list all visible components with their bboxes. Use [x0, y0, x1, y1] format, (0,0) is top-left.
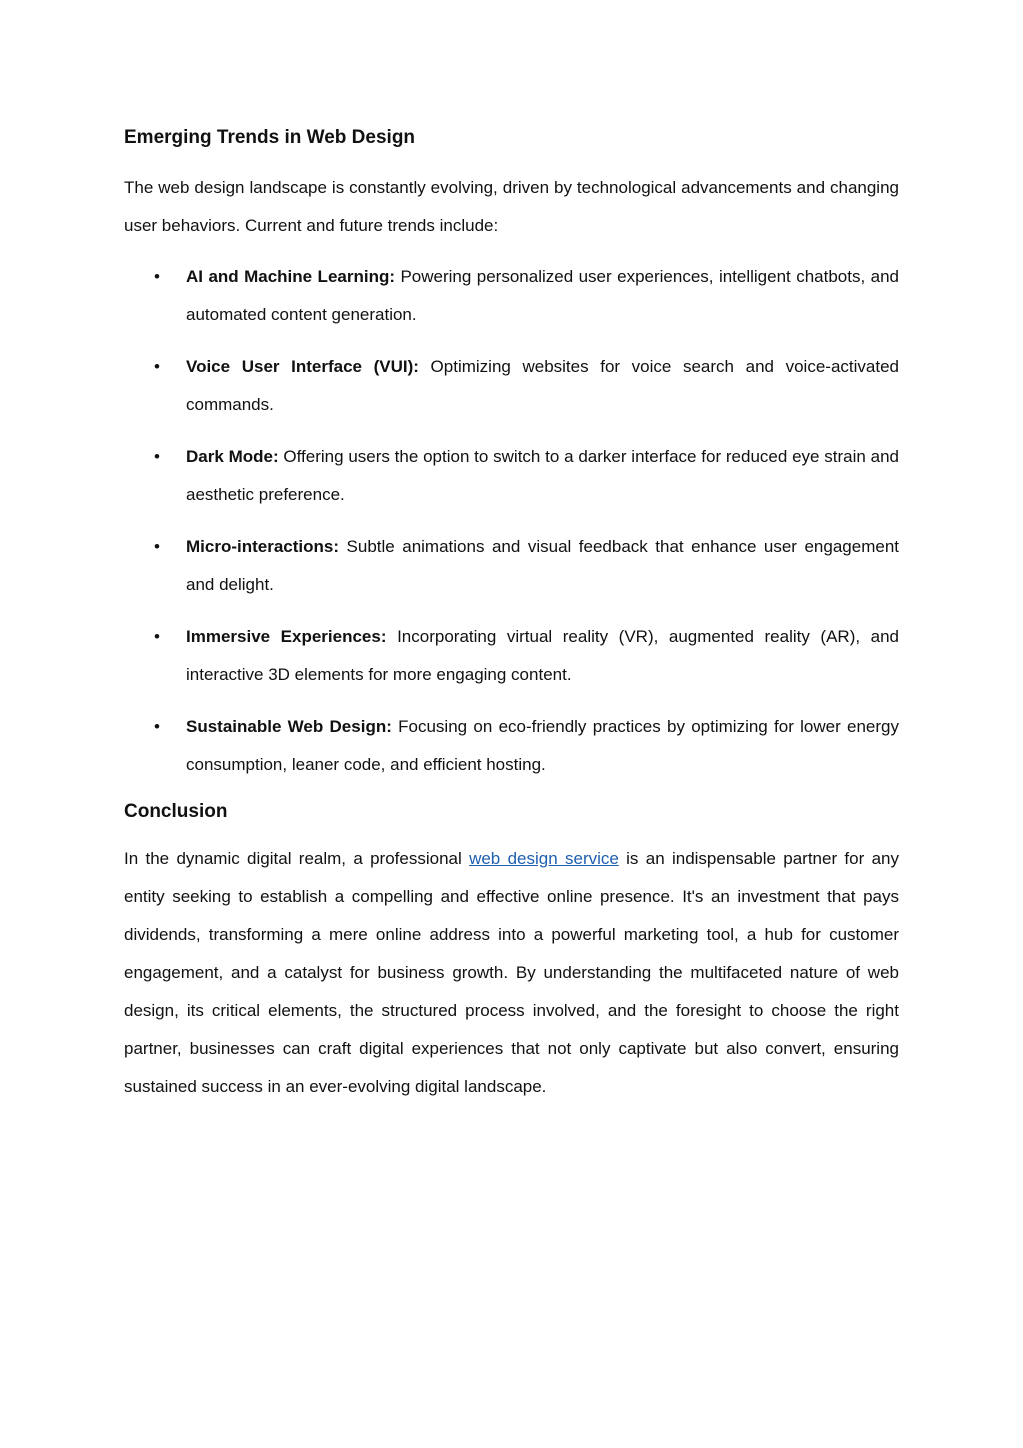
trends-list — [124, 258, 899, 784]
list-item-term: Dark Mode: — [186, 447, 279, 466]
bullet-dot-icon: • — [154, 267, 160, 286]
list-item — [124, 348, 899, 424]
list-item-term: Voice User Interface (VUI): — [186, 357, 419, 376]
list-item — [124, 618, 899, 694]
list-item-text: Offering users the option to switch to a darker interface for reduced eye strain and aesthetic preference. — [186, 447, 899, 504]
list-item-text: Subtle animations and visual feedback that enhance user engagement and delight. — [186, 537, 899, 594]
list-item-text: Powering personalized user experiences, intelligent chatbots, and automated content generation. — [186, 267, 900, 324]
list-item-term: AI and Machine Learning: — [186, 267, 396, 286]
list-item — [124, 258, 899, 334]
bullet-dot-icon: • — [154, 357, 160, 376]
list-item — [124, 438, 899, 514]
list-item-text: Optimizing websites for voice search and voice-activated commands. — [186, 357, 899, 414]
section-title-emerging-trends: Emerging Trends in Web Design — [124, 127, 416, 148]
trends-intro-paragraph: The web design landscape is constantly evolving, driven by technological advancements and changing user behaviors. Current and future trends include: — [124, 178, 899, 235]
list-item-term: Sustainable Web Design: — [186, 717, 392, 736]
conclusion-text-before-link: In the dynamic digital realm, a professional — [124, 849, 470, 868]
list-item-text: Incorporating virtual reality (VR), augmented reality (AR), and interactive 3D elements for more engaging content. — [186, 627, 900, 684]
section-title-conclusion: Conclusion — [124, 801, 228, 822]
conclusion-paragraph — [124, 840, 899, 1106]
list-item — [124, 528, 899, 604]
bullet-dot-icon: • — [154, 717, 160, 736]
list-item-term: Micro-interactions: — [186, 537, 340, 556]
web-design-service-link[interactable]: web design service — [469, 849, 619, 868]
bullet-dot-icon: • — [154, 447, 160, 466]
bullet-dot-icon: • — [154, 537, 160, 556]
list-item — [124, 708, 899, 784]
bullet-dot-icon: • — [154, 627, 160, 646]
list-item-text: Focusing on eco-friendly practices by optimizing for lower energy consumption, leaner code, and efficient hosting. — [186, 717, 899, 774]
conclusion-text-after-link: is an indispensable partner for any entity seeking to establish a compelling and effective online presence. It's an investment that pays dividends, transforming a mere online address into a powerful marketing tool, a hub for customer engagement, and a catalyst for business growth. By understanding the multifaceted nature of web design, its critical elements, the structured process involved, and the foresight to choose the right partner, businesses can craft digital experiences that not only captivate but also convert, ensuring sustained success in an ever-evolving digital landscape. — [124, 849, 899, 1096]
list-item-term: Immersive Experiences: — [186, 627, 387, 646]
